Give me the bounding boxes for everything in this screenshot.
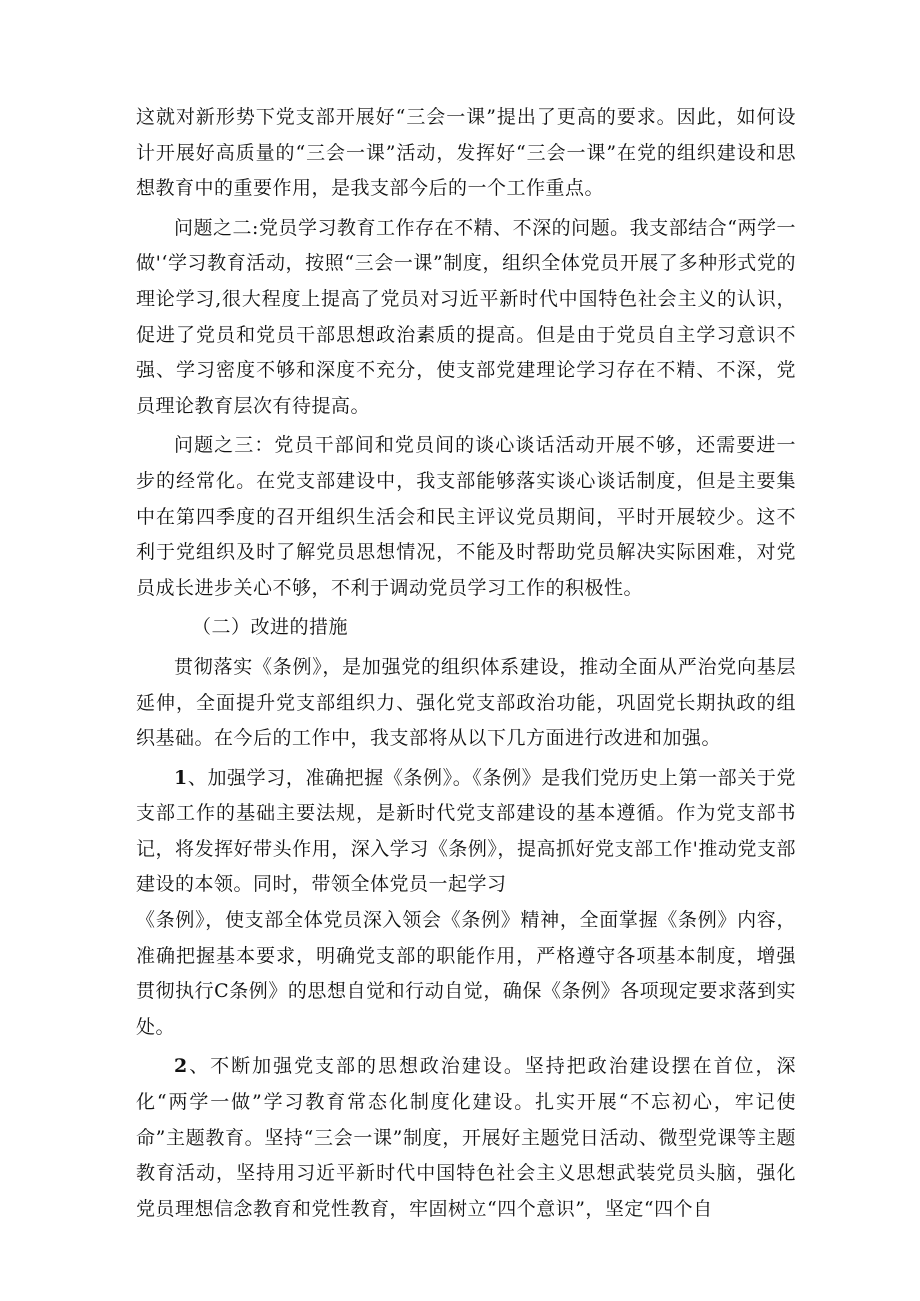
paragraph-text: 、不断加强党支部的思想政治建设。坚持把政治建设摆在首位，深化“两学一做”学习教育常态化制度化建设。扎实开展“不忘初心，牢记使命”主题教育。坚持“三会一课”制度，开展好主题党日活动、微型党课等主题教育活动，坚持用习近平新时代中国特色社会主义思想武装党员头脑，强化党员理想信念教育和党性教育，牢固树立“四个意识”，坚定“四个自	[136, 1055, 796, 1220]
section-heading	[136, 610, 796, 646]
paragraph-text: 《条例》，使支部全体党员深入领会《条例》精神，全面掌握《条例》内容，准确把握基本要求，明确党支部的职能作用，严格遵守各项基本制度，增强贯彻执行C条例》的思想自觉和行动自觉，确保《条例》各项现定要求落到实处。	[136, 909, 796, 1038]
section-heading-text: （二）改进的措施	[192, 616, 349, 639]
item-number: 1	[174, 766, 188, 789]
paragraph-text: 这就对新形势下党支部开展好“三会一课”提出了更高的要求。因此，如何设计开展好高质量的“三会一课”活动，发挥好“三会一课”在党的组织建设和思想教育中的重要作用，是我支部今后的一个工作重点。	[136, 106, 796, 200]
item-number: 2	[174, 1055, 188, 1078]
document-body	[136, 100, 796, 1227]
paragraph-measure-one-continued	[136, 903, 796, 1045]
paragraph-text: 问题之二:党员学习教育工作存在不精、不深的问题。我支部结合“两学一做'‘学习教育活动，按照“三会一课”制度，组织全体党员开展了多种形式党的理论学习,很大程度上提高了党员对习近平新时代中国特色社会主义的认识，促进了党员和党员干部思想政治素质的提高。但是由于党员自主学习意识不强、学习密度不够和深度不充分，使支部党建理论学习存在不精、不深，党员理论教育层次有待提高。	[136, 216, 796, 417]
paragraph-issue-three	[136, 428, 796, 606]
paragraph-issue-two	[136, 211, 796, 425]
paragraph-measure-two	[136, 1049, 796, 1227]
paragraph-measures-intro	[136, 650, 796, 757]
paragraph-continuation	[136, 100, 796, 207]
paragraph-measure-one	[136, 761, 796, 903]
paragraph-text: 问题之三：党员干部间和党员间的谈心谈话活动开展不够，还需要进一步的经常化。在党支部建设中，我支部能够落实谈心谈话制度，但是主要集中在第四季度的召开组织生活会和民主评议党员期间，平时开展较少。这不利于党组织及时了解党员思想情况，不能及时帮助党员解决实际困难，对党员成长进步关心不够，不利于调动党员学习工作的积极性。	[136, 434, 796, 599]
paragraph-text: 、加强学习，准确把握《条例》。《条例》是我们党历史上第一部关于党支部工作的基础主要法规，是新时代党支部建设的基本遵循。作为党支部书记，将发挥好带头作用，深入学习《条例》，提高抓好党支部工作'推动党支部建设的本领。同时，带领全体党员一起学习	[136, 766, 796, 896]
paragraph-text: 贯彻落实《条例》，是加强党的组织体系建设，推动全面从严治党向基层延伸，全面提升党支部组织力、强化党支部政治功能，巩固党长期执政的组织基础。在今后的工作中，我支部将从以下几方面进行改进和加强。	[136, 655, 796, 750]
